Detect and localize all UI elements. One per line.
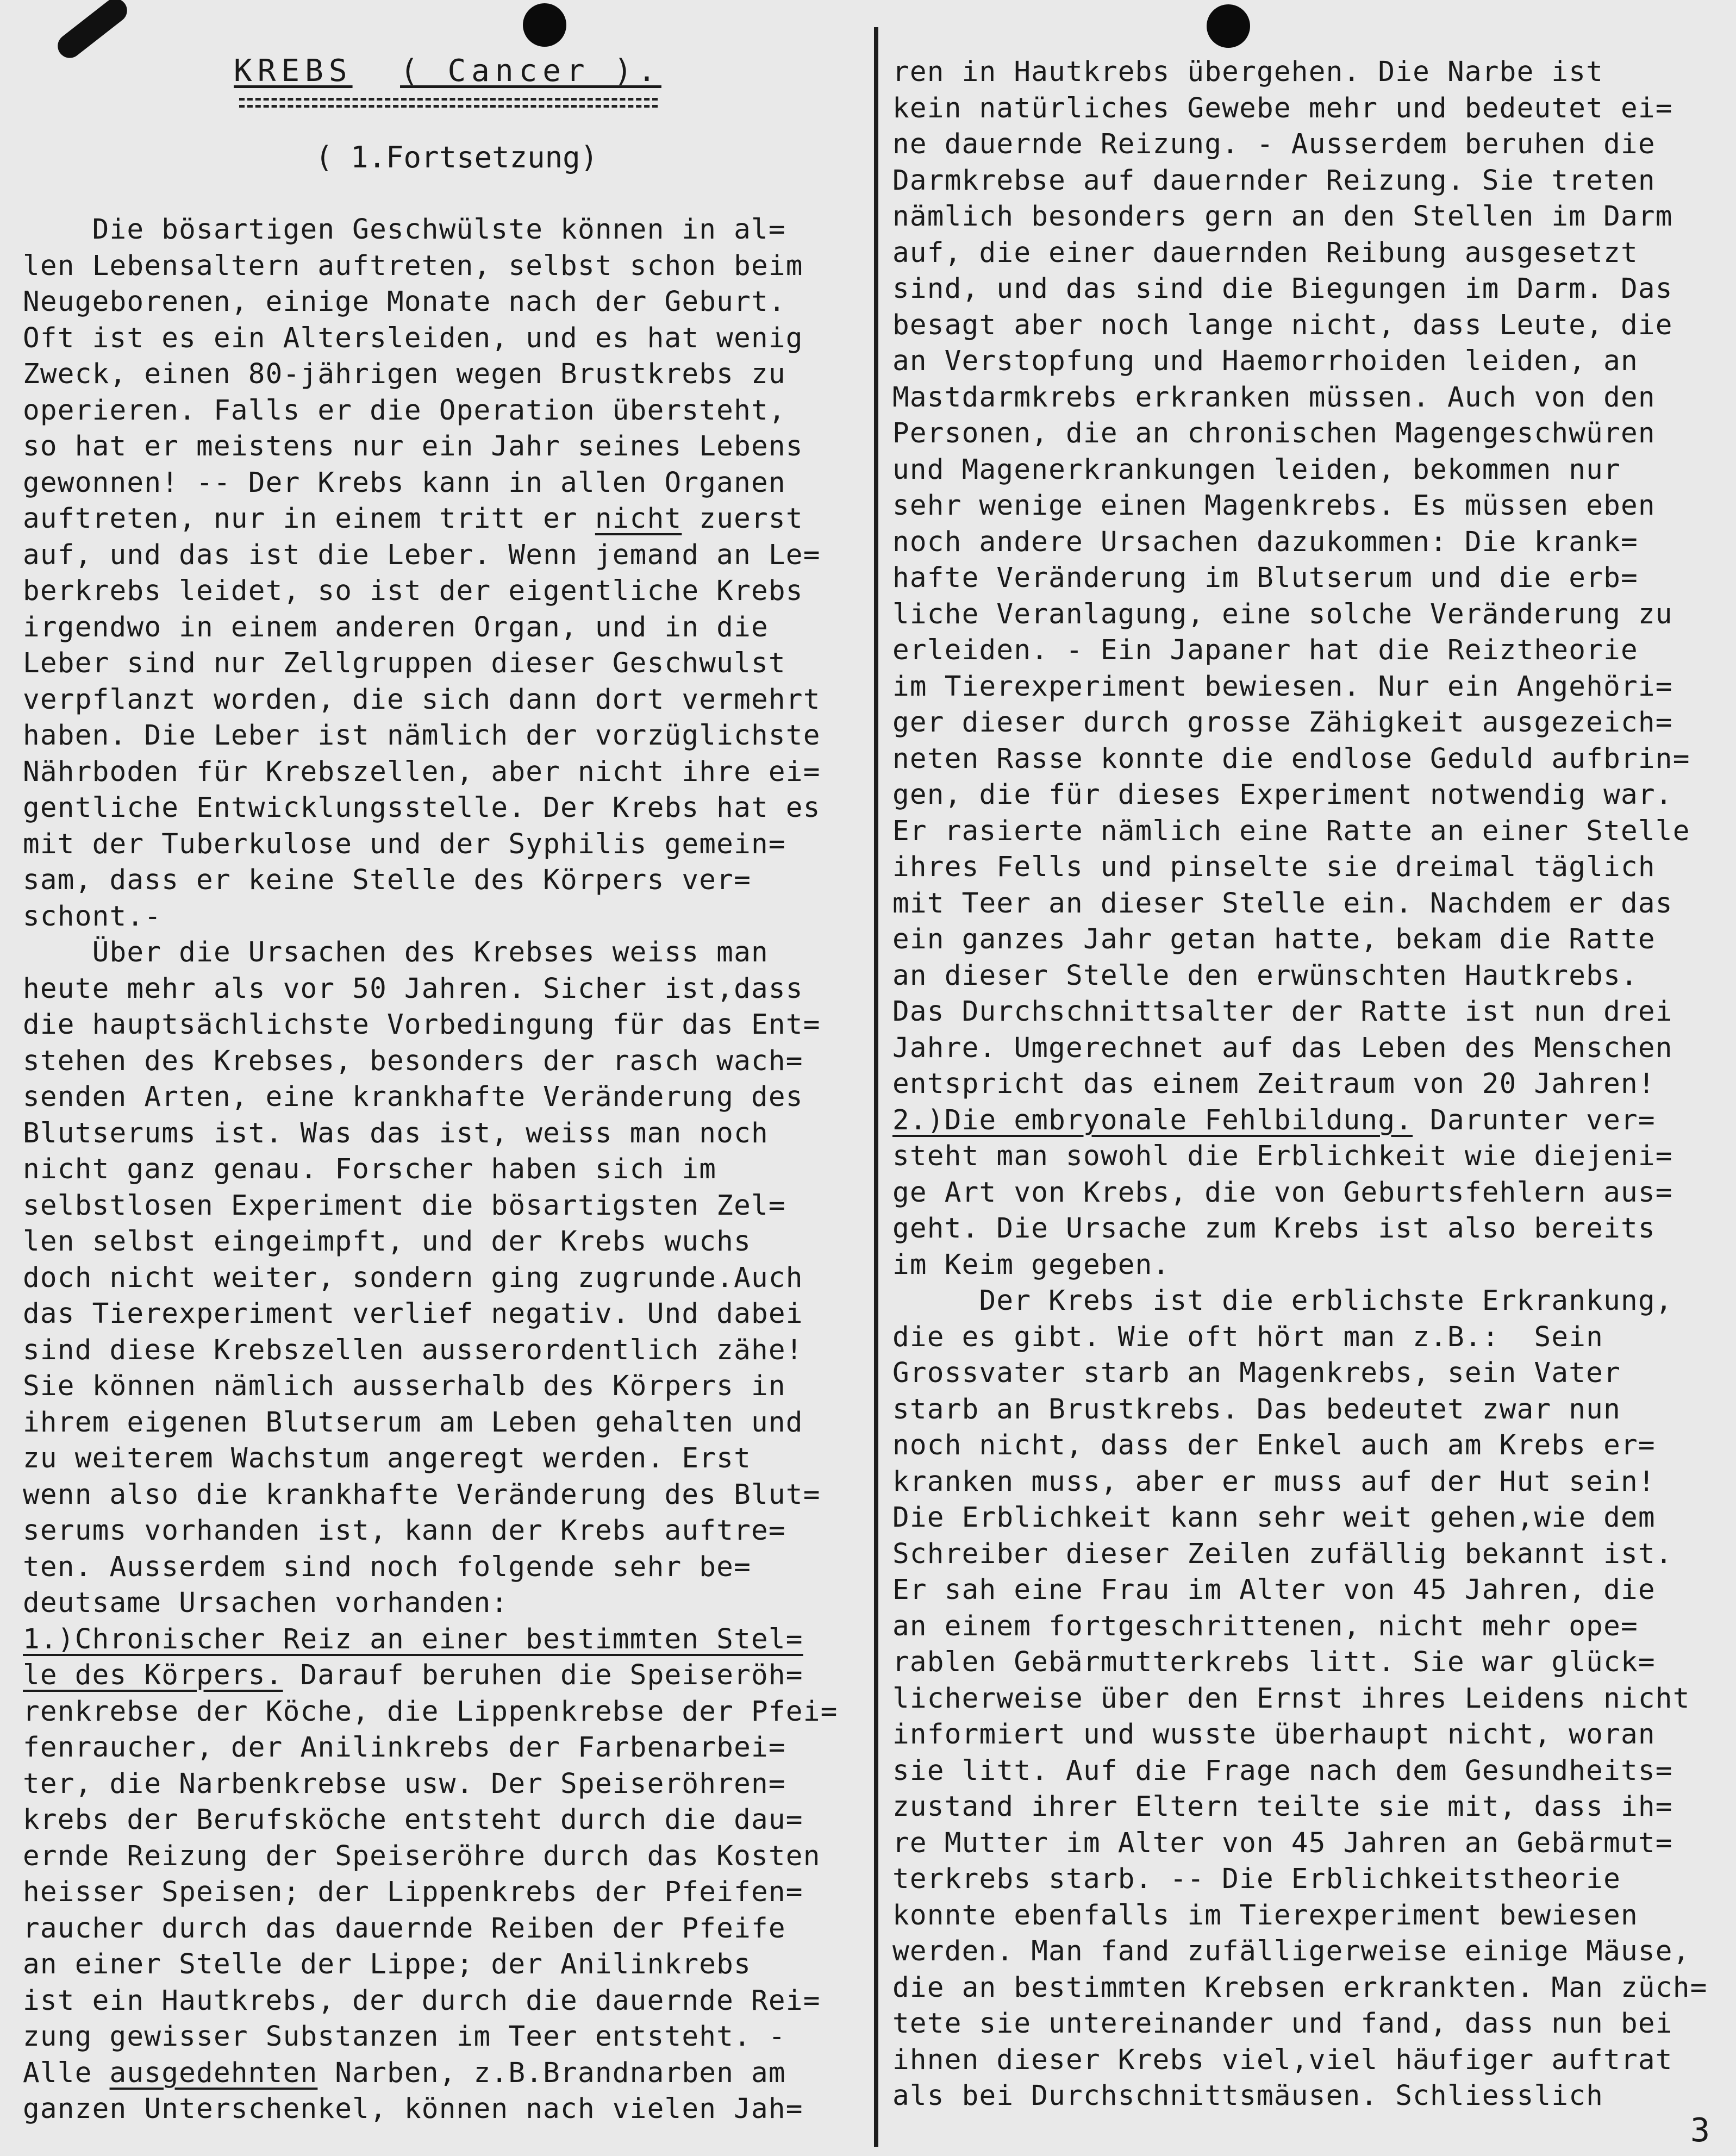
right-column-line: liche Veranlagung, eine solche Veränderung zu: [892, 598, 1673, 630]
right-column-line: kranken muss, aber er muss auf der Hut sein!: [892, 1465, 1656, 1498]
left-column-line: ganzen Unterschenkel, können nach vielen Jah=: [23, 2093, 803, 2125]
left-column-line: nicht ganz genau. Forscher haben sich im: [23, 1153, 717, 1185]
left-column-line: Leber sind nur Zellgruppen dieser Geschwulst: [23, 647, 786, 679]
left-column-line: selbstlosen Experiment die bösartigsten Zel=: [23, 1189, 786, 1222]
right-column-line: sie litt. Auf die Frage nach dem Gesundheits=: [892, 1754, 1673, 1787]
right-column-line: Jahre. Umgerechnet auf das Leben des Menschen: [892, 1032, 1673, 1064]
right-column-line: ihres Fells und pinselte sie dreimal täglich: [892, 851, 1656, 883]
right-column-line: ein ganzes Jahr getan hatte, bekam die Ratte: [892, 923, 1656, 955]
title-main: KREBS: [234, 53, 353, 89]
left-column-line: auf, und das ist die Leber. Wenn jemand an Le=: [23, 539, 821, 571]
column-divider: [874, 27, 878, 2147]
right-column-line: Die Erblichkeit kann sehr weit gehen,wie dem: [892, 1502, 1656, 1534]
right-column-line: erleiden. - Ein Japaner hat die Reiztheorie: [892, 634, 1638, 666]
right-column-line: re Mutter im Alter von 45 Jahren an Gebärmut=: [892, 1827, 1673, 1859]
right-column-line: Darmkrebse auf dauernder Reizung. Sie treten: [892, 164, 1656, 197]
left-column-line: die hauptsächlichste Vorbedingung für das Ent=: [23, 1009, 821, 1041]
left-column-line: 1.)Chronischer Reiz an einer bestimmten Stel=: [23, 1623, 803, 1655]
right-column-line: Personen, die an chronischen Magengeschwüren: [892, 417, 1656, 449]
right-column-line: ihnen dieser Krebs viel,viel häufiger auftrat: [892, 2043, 1673, 2076]
right-column-line: entspricht das einem Zeitraum von 20 Jahren!: [892, 1068, 1656, 1100]
left-column-line: ihrem eigenen Blutserum am Leben gehalten und: [23, 1406, 803, 1439]
right-column-line: Schreiber dieser Zeilen zufällig bekannt ist.: [892, 1538, 1673, 1570]
punch-hole-right: [1207, 4, 1250, 48]
left-column-line: gentliche Entwicklungsstelle. Der Krebs hat es: [23, 792, 821, 824]
right-column-line: neten Rasse konnte die endlose Geduld aufbrin=: [892, 742, 1690, 775]
right-column-line: als bei Durchschnittsmäusen. Schliesslich: [892, 2080, 1604, 2112]
title-double-rule: [239, 98, 658, 108]
right-column-line: noch andere Ursachen dazukommen: Die krank=: [892, 526, 1638, 558]
right-column-line: ger dieser durch grosse Zähigkeit ausgezeich=: [892, 707, 1673, 739]
left-column-line: Blutserums ist. Was das ist, weiss man noch: [23, 1117, 769, 1149]
article-subtitle: ( 1.Fortsetzung): [315, 140, 598, 174]
left-column-line: doch nicht weiter, sondern ging zugrunde.Auch: [23, 1261, 803, 1294]
right-column-line: auf, die einer dauernden Reibung ausgesetzt: [892, 236, 1638, 269]
left-column-line: ist ein Hautkrebs, der durch die dauernde Rei=: [23, 1984, 821, 2017]
right-column-line: nämlich besonders gern an den Stellen im Darm: [892, 201, 1673, 233]
left-column-line: raucher durch das dauernde Reiben der Pfeife: [23, 1912, 786, 1945]
left-column-line: senden Arten, eine krankhafte Veränderung des: [23, 1081, 803, 1113]
right-column-line: im Tierexperiment bewiesen. Nur ein Angehöri=: [892, 670, 1673, 703]
left-column-line: len Lebensaltern auftreten, selbst schon beim: [23, 249, 803, 282]
left-column-line: stehen des Krebses, besonders der rasch wach=: [23, 1045, 803, 1077]
left-column-line: Nährboden für Krebszellen, aber nicht ihre ei=: [23, 755, 821, 788]
left-column-line: Zweck, einen 80-jährigen wegen Brustkrebs zu: [23, 358, 786, 390]
left-column-line: ten. Ausserdem sind noch folgende sehr be=: [23, 1551, 751, 1583]
left-column-line: irgendwo in einem anderen Organ, und in die: [23, 611, 769, 643]
right-column-line: informiert und wusste überhaupt nicht, woran: [892, 1718, 1656, 1751]
right-column-line: Grossvater starb an Magenkrebs, sein Vater: [892, 1357, 1621, 1389]
left-column-line: wenn also die krankhafte Veränderung des Blut=: [23, 1478, 821, 1511]
right-column-line: ge Art von Krebs, die von Geburtsfehlern aus=: [892, 1176, 1673, 1209]
right-column-line: ne dauernde Reizung. - Ausserdem beruhen die: [892, 128, 1656, 160]
left-column-line: so hat er meistens nur ein Jahr seines Lebens: [23, 430, 803, 463]
right-column-line: hafte Veränderung im Blutserum und die erb=: [892, 562, 1638, 594]
left-column-line: Neugeborenen, einige Monate nach der Geburt.: [23, 286, 786, 318]
right-column-line: steht man sowohl die Erblichkeit wie diejeni=: [892, 1140, 1673, 1172]
article-title: [234, 53, 661, 89]
right-column-line: Er rasierte nämlich eine Ratte an einer Stelle: [892, 815, 1690, 847]
title-paren: ( Cancer ).: [400, 53, 661, 89]
right-column-line: 2.)Die embryonale Fehlbildung. Darunter ver=: [892, 1104, 1656, 1136]
right-column-line: ren in Hautkrebs übergehen. Die Narbe ist: [892, 56, 1604, 88]
right-column-line: die an bestimmten Krebsen erkrankten. Man züch=: [892, 1971, 1708, 2004]
left-column-line: verpflanzt worden, die sich dann dort vermehrt: [23, 683, 821, 716]
right-column-line: an dieser Stelle den erwünschten Hautkrebs.: [892, 959, 1638, 992]
right-column-line: rablen Gebärmutterkrebs litt. Sie war glück=: [892, 1646, 1656, 1678]
right-column-line: zustand ihrer Eltern teilte sie mit, dass ih=: [892, 1791, 1673, 1823]
right-column-line: sehr wenige einen Magenkrebs. Es müssen eben: [892, 490, 1656, 522]
left-column-line: das Tierexperiment verlief negativ. Und dabei: [23, 1298, 803, 1330]
right-column-line: Das Durchschnittsalter der Ratte ist nun drei: [892, 996, 1673, 1028]
left-column-line: berkrebs leidet, so ist der eigentliche Krebs: [23, 575, 803, 607]
left-column-line: zung gewisser Substanzen im Teer entsteht. -: [23, 2021, 786, 2053]
left-column-line: heute mehr als vor 50 Jahren. Sicher ist,dass: [23, 972, 803, 1005]
left-column-line: Oft ist es ein Altersleiden, und es hat wenig: [23, 322, 803, 354]
right-column: [892, 54, 1729, 2115]
right-column-line: und Magenerkrankungen leiden, bekommen nur: [892, 453, 1621, 486]
left-column-line: Die bösartigen Geschwülste können in al=: [23, 214, 786, 246]
left-column-line: an einer Stelle der Lippe; der Anilinkrebs: [23, 1948, 751, 1980]
right-column-line: licherweise über den Ernst ihres Leidens nicht: [892, 1682, 1690, 1715]
left-column-line: deutsame Ursachen vorhanden:: [23, 1587, 509, 1619]
left-column-line: ernde Reizung der Speiseröhre durch das Kosten: [23, 1840, 821, 1872]
left-column-line: auftreten, nur in einem tritt er nicht zuerst: [23, 503, 803, 535]
right-column-line: gen, die für dieses Experiment notwendig war.: [892, 779, 1673, 811]
left-column-line: fenraucher, der Anilinkrebs der Farbenarbei=: [23, 1732, 786, 1764]
right-column-line: konnte ebenfalls im Tierexperiment bewiesen: [892, 1899, 1638, 1932]
left-column-line: le des Körpers. Darauf beruhen die Speiseröh=: [23, 1659, 803, 1691]
left-column-line: Alle ausgedehnten Narben, z.B.Brandnarben am: [23, 2057, 786, 2089]
left-column-line: krebs der Berufsköche entsteht durch die dau=: [23, 1804, 803, 1836]
right-column-line: Er sah eine Frau im Alter von 45 Jahren, die: [892, 1574, 1656, 1606]
left-column: [23, 212, 860, 2128]
right-column-line: mit Teer an dieser Stelle ein. Nachdem er das: [892, 887, 1673, 920]
left-column-line: operieren. Falls er die Operation übersteht,: [23, 394, 786, 427]
right-column-line: an einem fortgeschrittenen, nicht mehr ope=: [892, 1610, 1638, 1642]
left-column-line: zu weiterem Wachstum angeregt werden. Erst: [23, 1442, 751, 1474]
page-number: 3: [1690, 2111, 1710, 2149]
right-column-line: Mastdarmkrebs erkranken müssen. Auch von den: [892, 381, 1656, 414]
right-column-line: sind, und das sind die Biegungen im Darm. Das: [892, 273, 1673, 305]
left-column-line: gewonnen! -- Der Krebs kann in allen Organen: [23, 466, 786, 499]
left-column-line: heisser Speisen; der Lippenkrebs der Pfeifen=: [23, 1876, 803, 1908]
right-column-line: geht. Die Ursache zum Krebs ist also bereits: [892, 1213, 1656, 1245]
punch-hole-left: [523, 3, 566, 47]
right-column-line: besagt aber noch lange nicht, dass Leute, die: [892, 309, 1673, 341]
left-column-line: Sie können nämlich ausserhalb des Körpers in: [23, 1370, 786, 1402]
left-column-line: sind diese Krebszellen ausserordentlich zähe!: [23, 1334, 803, 1366]
left-column-line: sam, dass er keine Stelle des Körpers ver=: [23, 864, 751, 896]
right-column-line: starb an Brustkrebs. Das bedeutet zwar nun: [892, 1393, 1621, 1426]
left-column-line: renkrebse der Köche, die Lippenkrebse der Pfei=: [23, 1695, 838, 1728]
right-column-line: Der Krebs ist die erblichste Erkrankung,: [892, 1285, 1673, 1317]
left-column-line: ter, die Narbenkrebse usw. Der Speiseröhren=: [23, 1767, 786, 1800]
right-column-line: im Keim gegeben.: [892, 1248, 1170, 1281]
left-column-line: haben. Die Leber ist nämlich der vorzüglichste: [23, 720, 821, 752]
right-column-line: kein natürliches Gewebe mehr und bedeutet ei=: [892, 92, 1673, 124]
right-column-line: die es gibt. Wie oft hört man z.B.: Sein: [892, 1321, 1604, 1353]
left-column-line: len selbst eingeimpft, und der Krebs wuchs: [23, 1226, 751, 1258]
right-column-line: werden. Man fand zufälligerweise einige Mäuse,: [892, 1935, 1690, 1967]
right-column-line: tete sie untereinander und fand, dass nun bei: [892, 2008, 1673, 2040]
ink-smudge: [53, 0, 132, 63]
left-column-line: Über die Ursachen des Krebses weiss man: [23, 936, 769, 968]
right-column-line: terkrebs starb. -- Die Erblichkeitstheorie: [892, 1863, 1621, 1895]
right-column-line: noch nicht, dass der Enkel auch am Krebs er=: [892, 1429, 1656, 1461]
right-column-line: an Verstopfung und Haemorrhoiden leiden, an: [892, 345, 1638, 377]
left-column-line: schont.-: [23, 900, 162, 933]
left-column-line: mit der Tuberkulose und der Syphilis gemein=: [23, 828, 786, 860]
left-column-line: serums vorhanden ist, kann der Krebs auftre=: [23, 1515, 786, 1547]
